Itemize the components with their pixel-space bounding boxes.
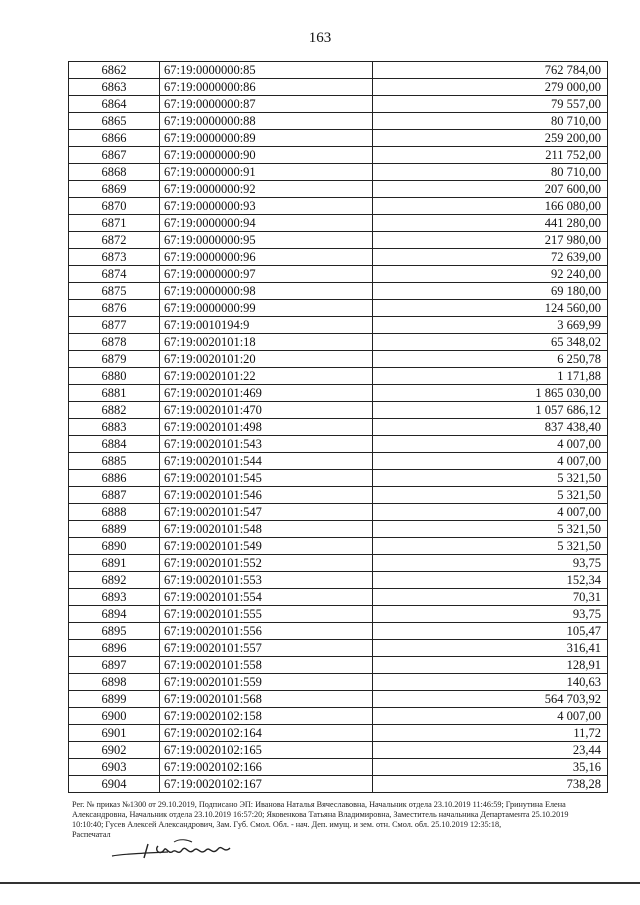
table-row xyxy=(69,215,608,232)
cadastral-value: 259 200,00 xyxy=(373,130,608,147)
cadastral-value: 70,31 xyxy=(373,589,608,606)
table-row xyxy=(69,487,608,504)
cadastral-number: 67:19:0020102:167 xyxy=(160,776,373,793)
row-number: 6878 xyxy=(69,334,160,351)
row-number: 6883 xyxy=(69,419,160,436)
cadastral-number: 67:19:0020101:558 xyxy=(160,657,373,674)
cadastral-value: 1 171,88 xyxy=(373,368,608,385)
table-row xyxy=(69,419,608,436)
cadastral-number: 67:19:0020101:470 xyxy=(160,402,373,419)
row-number: 6884 xyxy=(69,436,160,453)
table-row xyxy=(69,436,608,453)
cadastral-number: 67:19:0020102:164 xyxy=(160,725,373,742)
cadastral-number: 67:19:0000000:96 xyxy=(160,249,373,266)
table-row xyxy=(69,521,608,538)
cadastral-number: 67:19:0000000:99 xyxy=(160,300,373,317)
cadastral-number: 67:19:0020101:18 xyxy=(160,334,373,351)
row-number: 6863 xyxy=(69,79,160,96)
cadastral-number: 67:19:0000000:97 xyxy=(160,266,373,283)
table-row xyxy=(69,759,608,776)
row-number: 6864 xyxy=(69,96,160,113)
cadastral-number: 67:19:0020101:555 xyxy=(160,606,373,623)
cadastral-value: 762 784,00 xyxy=(373,62,608,79)
row-number: 6862 xyxy=(69,62,160,79)
cadastral-number: 67:19:0020101:547 xyxy=(160,504,373,521)
cadastral-value: 93,75 xyxy=(373,606,608,623)
table-row xyxy=(69,300,608,317)
table-row xyxy=(69,198,608,215)
table-row xyxy=(69,130,608,147)
table-row xyxy=(69,623,608,640)
cadastral-number: 67:19:0020102:165 xyxy=(160,742,373,759)
cadastral-value: 1 865 030,00 xyxy=(373,385,608,402)
cadastral-value: 564 703,92 xyxy=(373,691,608,708)
footer-line-2: Александровна, Начальник отдела 23.10.2019 16:57:20; Яковенкова Татьяна Владимировна, Заместитель начальника Департамента 25.10.2019 xyxy=(72,810,569,819)
table-row xyxy=(69,725,608,742)
cadastral-value: 4 007,00 xyxy=(373,453,608,470)
cadastral-value: 93,75 xyxy=(373,555,608,572)
cadastral-value: 837 438,40 xyxy=(373,419,608,436)
cadastral-value: 4 007,00 xyxy=(373,436,608,453)
cadastral-value: 65 348,02 xyxy=(373,334,608,351)
table-row xyxy=(69,453,608,470)
cadastral-value: 1 057 686,12 xyxy=(373,402,608,419)
row-number: 6891 xyxy=(69,555,160,572)
row-number: 6872 xyxy=(69,232,160,249)
cadastral-value: 5 321,50 xyxy=(373,470,608,487)
cadastral-number: 67:19:0020101:545 xyxy=(160,470,373,487)
cadastral-number: 67:19:0020101:543 xyxy=(160,436,373,453)
row-number: 6904 xyxy=(69,776,160,793)
cadastral-value: 3 669,99 xyxy=(373,317,608,334)
cadastral-value: 72 639,00 xyxy=(373,249,608,266)
cadastral-number: 67:19:0020101:20 xyxy=(160,351,373,368)
cadastral-number: 67:19:0020101:498 xyxy=(160,419,373,436)
table-row xyxy=(69,555,608,572)
row-number: 6868 xyxy=(69,164,160,181)
row-number: 6903 xyxy=(69,759,160,776)
row-number: 6865 xyxy=(69,113,160,130)
cadastral-number: 67:19:0020101:469 xyxy=(160,385,373,402)
cadastral-value: 5 321,50 xyxy=(373,487,608,504)
row-number: 6876 xyxy=(69,300,160,317)
cadastral-number: 67:19:0020102:158 xyxy=(160,708,373,725)
cadastral-value: 80 710,00 xyxy=(373,164,608,181)
cadastral-value: 11,72 xyxy=(373,725,608,742)
table-row xyxy=(69,317,608,334)
row-number: 6897 xyxy=(69,657,160,674)
table-row xyxy=(69,147,608,164)
row-number: 6867 xyxy=(69,147,160,164)
row-number: 6869 xyxy=(69,181,160,198)
cadastral-number: 67:19:0020101:556 xyxy=(160,623,373,640)
table-row xyxy=(69,674,608,691)
cadastral-number: 67:19:0010194:9 xyxy=(160,317,373,334)
bottom-rule xyxy=(0,882,640,884)
handwritten-signature xyxy=(108,836,258,864)
table-row xyxy=(69,113,608,130)
cadastral-number: 67:19:0020101:552 xyxy=(160,555,373,572)
row-number: 6890 xyxy=(69,538,160,555)
table-row xyxy=(69,402,608,419)
table-row xyxy=(69,249,608,266)
cadastral-value: 92 240,00 xyxy=(373,266,608,283)
cadastral-value: 5 321,50 xyxy=(373,538,608,555)
page-number: 163 xyxy=(308,30,332,46)
cadastral-number: 67:19:0000000:93 xyxy=(160,198,373,215)
table-row xyxy=(69,283,608,300)
table-row xyxy=(69,334,608,351)
cadastral-value: 5 321,50 xyxy=(373,521,608,538)
row-number: 6882 xyxy=(69,402,160,419)
cadastral-value: 441 280,00 xyxy=(373,215,608,232)
row-number: 6896 xyxy=(69,640,160,657)
cadastral-value: 23,44 xyxy=(373,742,608,759)
row-number: 6888 xyxy=(69,504,160,521)
row-number: 6895 xyxy=(69,623,160,640)
table-row xyxy=(69,62,608,79)
row-number: 6899 xyxy=(69,691,160,708)
cadastral-value: 128,91 xyxy=(373,657,608,674)
table-row xyxy=(69,640,608,657)
table-row xyxy=(69,79,608,96)
cadastral-value: 279 000,00 xyxy=(373,79,608,96)
cadastral-value-table xyxy=(68,61,608,793)
row-number: 6900 xyxy=(69,708,160,725)
table-row xyxy=(69,589,608,606)
row-number: 6880 xyxy=(69,368,160,385)
cadastral-number: 67:19:0020101:548 xyxy=(160,521,373,538)
cadastral-value: 80 710,00 xyxy=(373,113,608,130)
cadastral-number: 67:19:0000000:85 xyxy=(160,62,373,79)
row-number: 6873 xyxy=(69,249,160,266)
table-row xyxy=(69,385,608,402)
row-number: 6889 xyxy=(69,521,160,538)
signature-footer xyxy=(72,800,612,840)
cadastral-value: 4 007,00 xyxy=(373,504,608,521)
table-row xyxy=(69,742,608,759)
cadastral-number: 67:19:0000000:94 xyxy=(160,215,373,232)
footer-line-1: Рег. № приказ №1300 от 29.10.2019, Подписано ЭП: Иванова Наталья Вячеславовна, Начальник отдела 23.10.2019 11:46:59; Гринутина Елена xyxy=(72,800,566,809)
row-number: 6870 xyxy=(69,198,160,215)
cadastral-value: 211 752,00 xyxy=(373,147,608,164)
row-number: 6874 xyxy=(69,266,160,283)
cadastral-number: 67:19:0000000:87 xyxy=(160,96,373,113)
row-number: 6871 xyxy=(69,215,160,232)
cadastral-number: 67:19:0020101:557 xyxy=(160,640,373,657)
cadastral-value: 4 007,00 xyxy=(373,708,608,725)
cadastral-value: 105,47 xyxy=(373,623,608,640)
table-row xyxy=(69,351,608,368)
cadastral-number: 67:19:0020101:544 xyxy=(160,453,373,470)
row-number: 6902 xyxy=(69,742,160,759)
cadastral-number: 67:19:0000000:91 xyxy=(160,164,373,181)
row-number: 6866 xyxy=(69,130,160,147)
row-number: 6893 xyxy=(69,589,160,606)
cadastral-number: 67:19:0000000:95 xyxy=(160,232,373,249)
footer-line-3: 10:10:40; Гусев Алексей Александрович, Зам. Губ. Смол. Обл. - нач. Деп. имущ. и зем. отн. Смол. обл. 25.10.2019 12:35:18, xyxy=(72,820,502,829)
table-body xyxy=(69,62,608,793)
cadastral-value: 217 980,00 xyxy=(373,232,608,249)
row-number: 6879 xyxy=(69,351,160,368)
cadastral-number: 67:19:0000000:90 xyxy=(160,147,373,164)
cadastral-value: 152,34 xyxy=(373,572,608,589)
cadastral-number: 67:19:0000000:98 xyxy=(160,283,373,300)
cadastral-number: 67:19:0020101:559 xyxy=(160,674,373,691)
cadastral-value: 69 180,00 xyxy=(373,283,608,300)
row-number: 6881 xyxy=(69,385,160,402)
cadastral-number: 67:19:0020101:546 xyxy=(160,487,373,504)
row-number: 6885 xyxy=(69,453,160,470)
cadastral-value: 738,28 xyxy=(373,776,608,793)
cadastral-number: 67:19:0020101:22 xyxy=(160,368,373,385)
cadastral-number: 67:19:0000000:86 xyxy=(160,79,373,96)
cadastral-number: 67:19:0000000:88 xyxy=(160,113,373,130)
row-number: 6894 xyxy=(69,606,160,623)
table-row xyxy=(69,776,608,793)
table-row xyxy=(69,232,608,249)
cadastral-value: 35,16 xyxy=(373,759,608,776)
row-number: 6892 xyxy=(69,572,160,589)
cadastral-value: 6 250,78 xyxy=(373,351,608,368)
table-row xyxy=(69,606,608,623)
table-row xyxy=(69,266,608,283)
cadastral-value: 79 557,00 xyxy=(373,96,608,113)
cadastral-value: 316,41 xyxy=(373,640,608,657)
cadastral-value: 124 560,00 xyxy=(373,300,608,317)
table-row xyxy=(69,708,608,725)
row-number: 6875 xyxy=(69,283,160,300)
cadastral-number: 67:19:0020102:166 xyxy=(160,759,373,776)
table-row xyxy=(69,572,608,589)
table-row xyxy=(69,470,608,487)
cadastral-number: 67:19:0020101:549 xyxy=(160,538,373,555)
table-row xyxy=(69,657,608,674)
cadastral-number: 67:19:0020101:568 xyxy=(160,691,373,708)
table-row xyxy=(69,181,608,198)
table-row xyxy=(69,504,608,521)
cadastral-number: 67:19:0000000:92 xyxy=(160,181,373,198)
cadastral-number: 67:19:0020101:554 xyxy=(160,589,373,606)
cadastral-number: 67:19:0020101:553 xyxy=(160,572,373,589)
row-number: 6886 xyxy=(69,470,160,487)
footer-line-4: Распечатал xyxy=(72,830,111,839)
cadastral-value: 207 600,00 xyxy=(373,181,608,198)
table-row xyxy=(69,691,608,708)
row-number: 6898 xyxy=(69,674,160,691)
cadastral-number: 67:19:0000000:89 xyxy=(160,130,373,147)
table-row xyxy=(69,368,608,385)
table-row xyxy=(69,164,608,181)
row-number: 6877 xyxy=(69,317,160,334)
table-row xyxy=(69,96,608,113)
cadastral-value: 166 080,00 xyxy=(373,198,608,215)
cadastral-value: 140,63 xyxy=(373,674,608,691)
table-row xyxy=(69,538,608,555)
row-number: 6887 xyxy=(69,487,160,504)
row-number: 6901 xyxy=(69,725,160,742)
